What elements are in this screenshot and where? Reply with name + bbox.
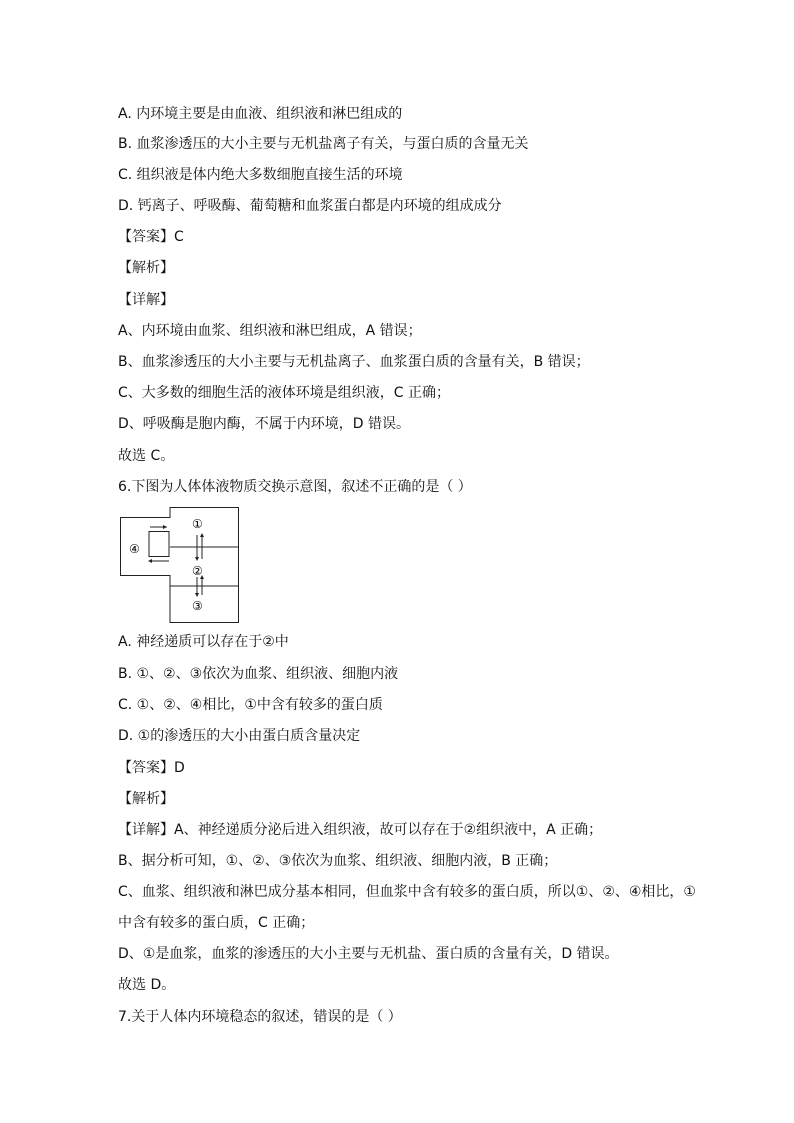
- q5-conclusion: 故选 C。: [118, 448, 175, 464]
- label-2: ②: [192, 564, 203, 578]
- diagram-outline: [121, 508, 239, 623]
- body-fluid-exchange-diagram: [120, 507, 240, 623]
- q6-detail-a: 【详解】A、神经递质分泌后进入组织液，故可以存在于②组织液中，A 正确；: [118, 822, 603, 838]
- q5-option-d: D. 钙离子、呼吸酶、葡萄糖和血浆蛋白都是内环境的组成成分: [118, 198, 502, 214]
- q5-explanation-b: B、血浆渗透压的大小主要与无机盐离子、血浆蛋白质的含量有关，B 错误；: [118, 354, 590, 370]
- arrow-2-1-up-head: [200, 533, 204, 537]
- q6-option-b: B. ①、②、③依次为血浆、组织液、细胞内液: [118, 666, 399, 682]
- q5-option-b: B. 血浆渗透压的大小主要与无机盐离子有关，与蛋白质的含量无关: [118, 136, 529, 152]
- inner-box: [149, 532, 169, 557]
- q5-detail-heading: 【详解】: [118, 292, 174, 308]
- label-3: ③: [192, 599, 203, 613]
- q6-answer: 【答案】D: [118, 760, 185, 776]
- q6-option-d: D. ①的渗透压的大小由蛋白质含量决定: [118, 728, 361, 744]
- q7-question: 7.关于人体内环境稳态的叙述，错误的是（ ）: [118, 1009, 402, 1025]
- q6-explanation-b: B、据分析可知，①、②、③依次为血浆、组织液、细胞内液，B 正确；: [118, 853, 558, 869]
- q6-explanation-d: D、①是血浆，血浆的渗透压的大小主要与无机盐、蛋白质的含量有关，D 错误。: [118, 946, 619, 962]
- q5-answer: 【答案】C: [118, 229, 184, 245]
- q5-option-a: A. 内环境主要是由血液、组织液和淋巴组成的: [118, 106, 403, 122]
- q6-explanation-c-line1: C、血浆、组织液和淋巴成分基本相同，但血浆中含有较多的蛋白质，所以①、②、④相比，①: [118, 884, 696, 900]
- q5-explanation-c: C、大多数的细胞生活的液体环境是组织液，C 正确；: [118, 385, 450, 401]
- q5-analysis-heading: 【解析】: [118, 260, 174, 276]
- q6-option-c: C. ①、②、④相比，①中含有较多的蛋白质: [118, 697, 383, 713]
- q6-analysis-heading: 【解析】: [118, 791, 174, 807]
- q6-conclusion: 故选 D。: [118, 977, 176, 993]
- label-4: ④: [129, 542, 140, 556]
- q5-explanation-a: A、内环境由血浆、组织液和淋巴组成，A 错误；: [118, 323, 422, 339]
- arrow-1-2-down-head: [195, 557, 199, 561]
- q6-option-a: A. 神经递质可以存在于②中: [118, 634, 289, 650]
- q5-explanation-d: D、呼吸酶是胞内酶，不属于内环境，D 错误。: [118, 416, 411, 432]
- arrow-bottom-head: [148, 559, 152, 563]
- arrow-2-3-down-head: [195, 593, 199, 597]
- q6-question: 6.下图为人体体液物质交换示意图，叙述不正确的是（ ）: [118, 479, 472, 495]
- arrow-top-head: [163, 525, 167, 529]
- q5-option-c: C. 组织液是体内绝大多数细胞直接生活的环境: [118, 167, 403, 183]
- label-1: ①: [192, 517, 203, 531]
- q6-explanation-c-line2: 中含有较多的蛋白质，C 正确；: [118, 915, 315, 931]
